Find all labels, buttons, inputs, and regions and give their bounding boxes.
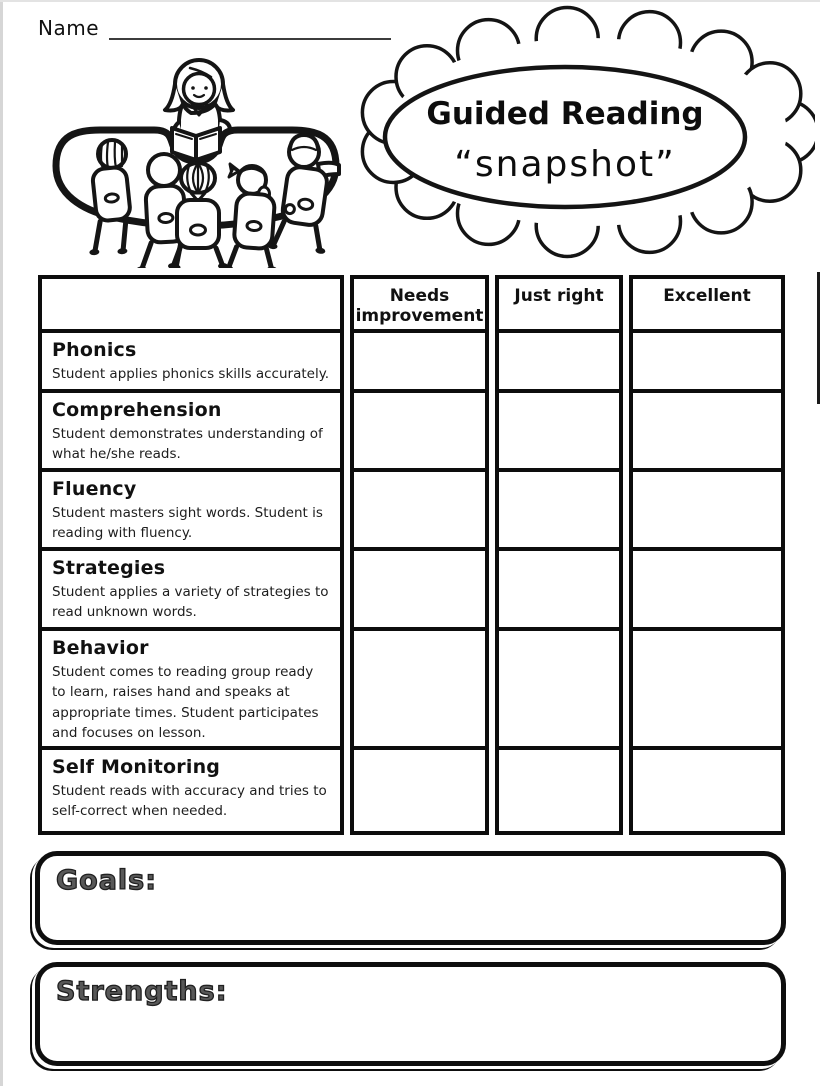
name-label: Name <box>38 16 100 40</box>
rubric-table <box>38 275 785 835</box>
rating-cell-phonics-just-right[interactable] <box>495 333 623 393</box>
row-title: Strategies <box>52 557 166 579</box>
row-description: Student comes to reading group ready to learn, raises hand and speaks at appropriate times. Student participates and focuses on lesson. <box>52 664 319 741</box>
title-line-2: “snapshot” <box>454 144 676 185</box>
column-header-just-right: Just right <box>495 275 623 333</box>
strengths-label: Strengths: <box>56 976 228 1007</box>
name-row <box>38 16 391 40</box>
rating-cell-strategies-excellent[interactable] <box>629 551 785 631</box>
row-label-phonics <box>38 333 344 393</box>
row-description: Student applies phonics skills accurately. <box>52 366 330 382</box>
name-input-line[interactable] <box>109 16 391 40</box>
row-title: Fluency <box>52 478 137 500</box>
row-label-self-monitoring <box>38 750 344 835</box>
rating-cell-phonics-excellent[interactable] <box>629 333 785 393</box>
page-edge-left <box>0 0 3 1086</box>
rating-cell-fluency-just-right[interactable] <box>495 472 623 551</box>
rating-cell-comprehension-just-right[interactable] <box>495 393 623 472</box>
row-label-fluency <box>38 472 344 551</box>
rating-cell-behavior-needs-improvement[interactable] <box>350 631 489 750</box>
rating-cell-phonics-needs-improvement[interactable] <box>350 333 489 393</box>
row-label-strategies <box>38 551 344 631</box>
row-label-comprehension <box>38 393 344 472</box>
rating-cell-fluency-excellent[interactable] <box>629 472 785 551</box>
page-edge-top <box>0 0 820 2</box>
column-header-excellent: Excellent <box>629 275 785 333</box>
rating-cell-self-monitoring-excellent[interactable] <box>629 750 785 835</box>
row-description: Student reads with accuracy and tries to self-correct when needed. <box>52 783 327 820</box>
row-description: Student masters sight words. Student is reading with fluency. <box>52 505 323 542</box>
row-title: Behavior <box>52 637 149 659</box>
rating-cell-fluency-needs-improvement[interactable] <box>350 472 489 551</box>
rating-cell-behavior-excellent[interactable] <box>629 631 785 750</box>
rating-cell-behavior-just-right[interactable] <box>495 631 623 750</box>
rating-cell-self-monitoring-needs-improvement[interactable] <box>350 750 489 835</box>
row-title: Phonics <box>52 339 137 361</box>
rating-cell-self-monitoring-just-right[interactable] <box>495 750 623 835</box>
reading-group-clipart <box>42 42 350 268</box>
row-description: Student applies a variety of strategies to read unknown words. <box>52 584 329 621</box>
goals-section[interactable] <box>35 851 786 945</box>
column-header-needs-improvement: Needs improvement <box>350 275 489 333</box>
title-bubble <box>355 4 815 262</box>
rating-cell-comprehension-excellent[interactable] <box>629 393 785 472</box>
rating-cell-strategies-needs-improvement[interactable] <box>350 551 489 631</box>
row-title: Self Monitoring <box>52 756 221 778</box>
strengths-section[interactable] <box>35 962 786 1066</box>
row-description: Student demonstrates understanding of what he/she reads. <box>52 426 323 463</box>
goals-label: Goals: <box>56 865 158 896</box>
rating-cell-strategies-just-right[interactable] <box>495 551 623 631</box>
row-label-behavior <box>38 631 344 750</box>
title-line-1: Guided Reading <box>426 96 704 132</box>
row-title: Comprehension <box>52 399 222 421</box>
header-cell-empty <box>38 275 344 333</box>
rating-cell-comprehension-needs-improvement[interactable] <box>350 393 489 472</box>
